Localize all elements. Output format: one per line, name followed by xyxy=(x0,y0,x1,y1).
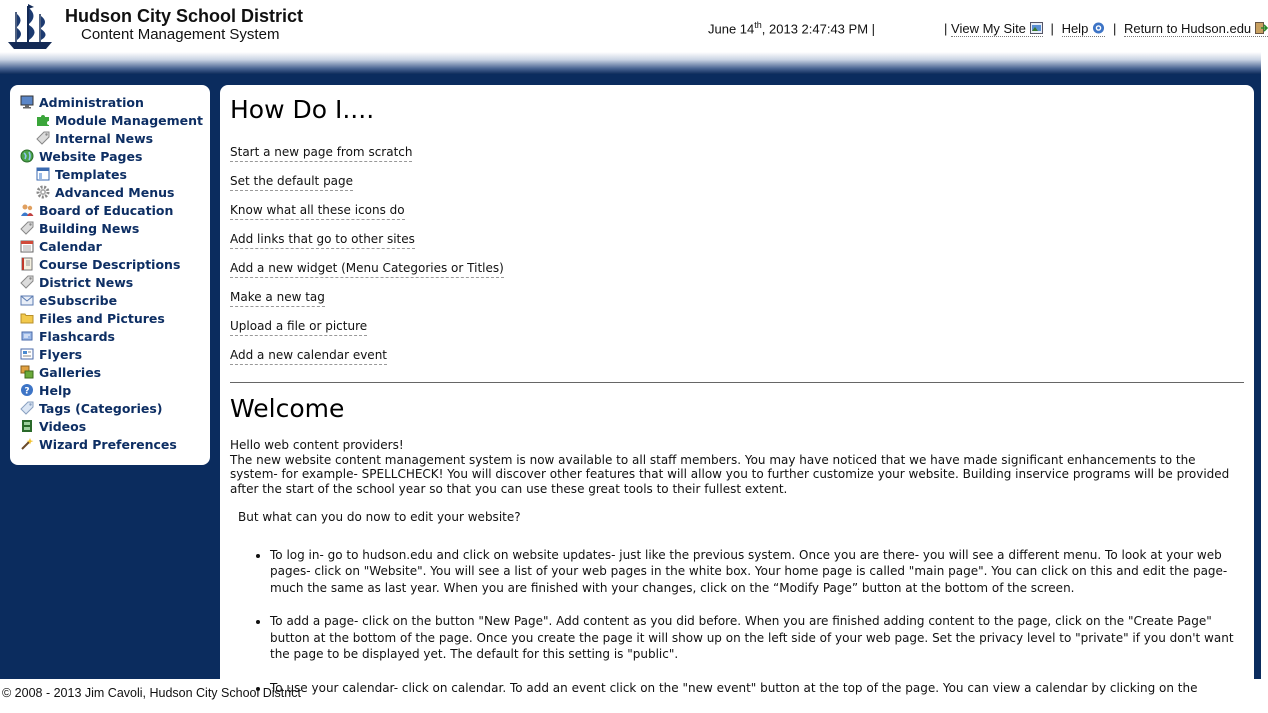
sidebar-item-district-news[interactable]: District News xyxy=(10,274,210,292)
svg-text:?: ? xyxy=(24,386,30,397)
people-icon xyxy=(20,203,34,217)
book-icon xyxy=(20,257,34,271)
ship-logo xyxy=(4,2,56,50)
list-item xyxy=(230,344,504,373)
how-link-new-page[interactable]: Start a new page from scratch xyxy=(230,145,412,162)
sidebar-item-flashcards[interactable]: Flashcards xyxy=(10,328,210,346)
sidebar-item-website-pages[interactable]: Website Pages xyxy=(10,148,210,166)
tag-icon xyxy=(20,221,34,235)
how-link-add-widget[interactable]: Add a new widget (Menu Categories or Titles) xyxy=(230,261,504,278)
sidebar-item-files-and-pictures[interactable]: Files and Pictures xyxy=(10,310,210,328)
instruction-login: • To log in- go to hudson.edu and click on website updates- just like the previous system. Once you are there- you will see a different menu. To look at your web pages- click on "Website". You will see a list of your web pages in the white box. Your home page is called "main page". You can click on this and edit the page- much the same as last year. When you are finished with your changes, click on the “Modify Page” button at the bottom of the screen. xyxy=(270,547,1246,597)
monitor-icon xyxy=(20,95,34,109)
header-gradient xyxy=(0,52,1261,74)
copyright-footer: © 2008 - 2013 Jim Cavoli, Hudson City School District xyxy=(2,686,301,700)
section-divider xyxy=(230,382,1244,383)
exit-icon xyxy=(1255,22,1268,34)
folder-icon xyxy=(20,311,34,325)
sidebar-item-galleries[interactable]: Galleries xyxy=(10,364,210,382)
puzzle-icon xyxy=(36,113,50,127)
intro-text: The new website content management system is now available to all staff members. You may have noticed that we have made significant enhancements to the system- for example- SPELLCHECK! You will discover other features that will allow you to further customize your website. Building inservice programs will be provided after the start of the school year so that you can use these great tools to their fullest extent. xyxy=(230,452,1230,496)
tag-icon xyxy=(36,131,50,145)
welcome-body xyxy=(230,438,1246,713)
question-text: But what can you do now to edit your website? xyxy=(238,510,521,524)
top-links: | View My Site | Help | Return to Hudson.edu xyxy=(944,21,1268,36)
how-link-default-page[interactable]: Set the default page xyxy=(230,174,353,191)
calendar-icon xyxy=(20,239,34,253)
how-do-i-list xyxy=(230,141,504,373)
site-icon xyxy=(1030,22,1043,34)
sidebar-item-module-management[interactable]: Module Management xyxy=(10,112,210,130)
sidebar-item-course-descriptions[interactable]: Course Descriptions xyxy=(10,256,210,274)
how-link-calendar-event[interactable]: Add a new calendar event xyxy=(230,348,387,365)
tag-icon xyxy=(20,275,34,289)
globe-icon xyxy=(20,149,34,163)
header xyxy=(0,0,1261,52)
return-link[interactable]: Return to Hudson.edu xyxy=(1124,21,1268,37)
list-item xyxy=(230,199,504,228)
sidebar-item-calendar[interactable]: Calendar xyxy=(10,238,210,256)
sidebar-item-board-of-education[interactable]: Board of Education xyxy=(10,202,210,220)
list-item xyxy=(230,170,504,199)
sidebar-item-administration[interactable]: Administration xyxy=(10,94,210,112)
help-icon xyxy=(1092,22,1105,34)
list-item xyxy=(230,286,504,315)
main-content xyxy=(220,85,1254,695)
help-link[interactable]: Help xyxy=(1062,21,1106,37)
how-link-upload-file[interactable]: Upload a file or picture xyxy=(230,319,367,336)
card-icon xyxy=(20,329,34,343)
how-do-i-heading: How Do I.... xyxy=(230,95,375,124)
list-item xyxy=(230,257,504,286)
instruction-calendar: • To use your calendar- click on calendar. To add an event click on the "new event" button at the top of the page. You can view a calendar by clicking on the xyxy=(270,680,1246,697)
sidebar-item-wizard-preferences[interactable]: Wizard Preferences xyxy=(10,436,210,454)
how-link-new-tag[interactable]: Make a new tag xyxy=(230,290,325,307)
gear-icon xyxy=(36,185,50,199)
flyer-icon xyxy=(20,347,34,361)
date-time: June 14th, 2013 2:47:43 PM | xyxy=(708,20,876,37)
film-icon xyxy=(20,419,34,433)
wand-icon xyxy=(20,437,34,451)
sidebar-item-internal-news[interactable]: Internal News xyxy=(10,130,210,148)
tag-icon xyxy=(20,401,34,415)
template-icon xyxy=(36,167,50,181)
sidebar-item-help[interactable]: ? Help xyxy=(10,382,210,400)
greeting-text: Hello web content providers! xyxy=(230,438,404,452)
instructions-list xyxy=(230,547,1246,697)
view-my-site-link[interactable]: View My Site xyxy=(951,21,1043,37)
sidebar-item-esubscribe[interactable]: eSubscribe xyxy=(10,292,210,310)
how-link-add-links[interactable]: Add links that go to other sites xyxy=(230,232,415,249)
sidebar xyxy=(10,85,210,465)
help-icon xyxy=(20,383,34,397)
site-subtitle: Content Management System xyxy=(81,26,280,43)
sidebar-item-templates[interactable]: Templates xyxy=(10,166,210,184)
list-item xyxy=(230,228,504,257)
sidebar-item-flyers[interactable]: Flyers xyxy=(10,346,210,364)
welcome-heading: Welcome xyxy=(230,394,345,423)
gallery-icon xyxy=(20,365,34,379)
list-item xyxy=(230,315,504,344)
sidebar-item-tags[interactable]: Tags (Categories) xyxy=(10,400,210,418)
envelope-icon xyxy=(20,293,34,307)
sidebar-item-advanced-menus[interactable]: Advanced Menus xyxy=(10,184,210,202)
site-title: Hudson City School District xyxy=(65,6,304,26)
sidebar-item-videos[interactable]: Videos xyxy=(10,418,210,436)
sidebar-item-building-news[interactable]: Building News xyxy=(10,220,210,238)
instruction-add-page: • To add a page- click on the button "New Page". Add content as you did before. When you are finished adding content to the page, click on the "Create Page" button at the bottom of the page. Once you create the page it will show up on the left side of your web page. Set the privacy level to "private" if you don't want the page to be displayed yet. The default for this setting is "public". xyxy=(270,613,1246,663)
how-link-icons[interactable]: Know what all these icons do xyxy=(230,203,405,220)
list-item xyxy=(230,141,504,170)
